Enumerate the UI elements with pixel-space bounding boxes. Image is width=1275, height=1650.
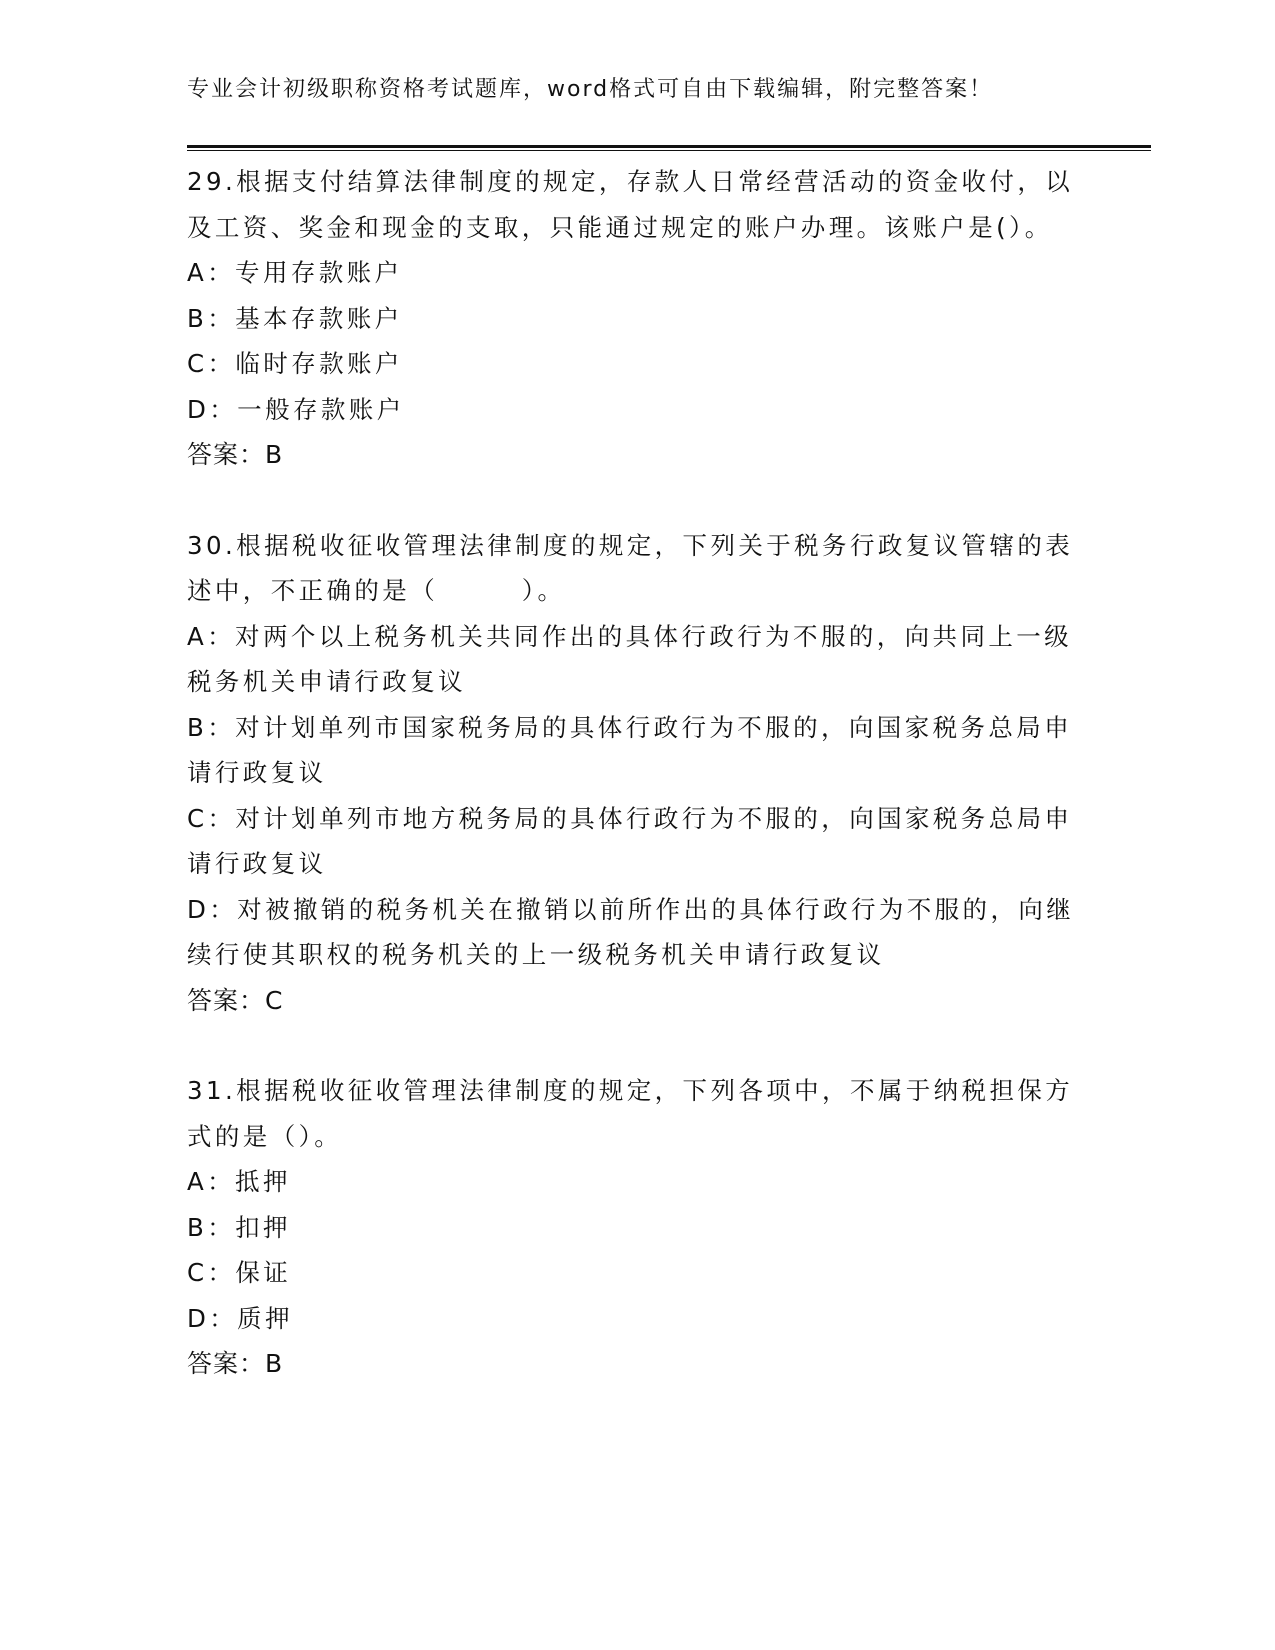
answer-label: 答案：B	[187, 440, 284, 469]
option-d: D：质押	[187, 1303, 293, 1333]
option-b: B：扣押	[187, 1212, 291, 1242]
option-c: C：临时存款账户	[187, 349, 403, 378]
option-a: A：抵押	[187, 1167, 291, 1196]
question-31	[187, 1068, 1087, 1387]
option-a: A：对两个以上税务机关共同作出的具体行政行为不服的，向共同上一级税务机关申请行政复议	[187, 621, 1073, 696]
question-stem: 31.根据税收征收管理法律制度的规定，下列各项中，不属于纳税担保方式的是（）。	[187, 1076, 1074, 1151]
header-rule-thin	[187, 150, 1151, 151]
question-29	[187, 159, 1087, 478]
option-b: B：基本存款账户	[187, 303, 403, 333]
question-stem: 30.根据税收征收管理法律制度的规定，下列关于税务行政复议管辖的表述中，不正确的是（ ）。	[187, 530, 1074, 605]
option-d: D：对被撤销的税务机关在撤销以前所作出的具体行政行为不服的，向继续行使其职权的税务机关的上一级税务机关申请行政复议	[187, 894, 1075, 969]
answer-label: 答案：C	[187, 985, 284, 1015]
option-d: D：一般存款账户	[187, 394, 405, 424]
answer-label: 答案：B	[187, 1349, 284, 1378]
header-rule-thick	[187, 145, 1151, 148]
header-text: 专业会计初级职称资格考试题库，word格式可自由下载编辑，附完整答案！	[187, 77, 994, 102]
question-stem: 29.根据支付结算法律制度的规定，存款人日常经营活动的资金收付，以及工资、奖金和现金的支取，只能通过规定的账户办理。该账户是(）。	[187, 167, 1074, 242]
option-a: A：专用存款账户	[187, 258, 403, 287]
option-b: B：对计划单列市国家税务局的具体行政行为不服的，向国家税务总局申请行政复议	[187, 712, 1073, 787]
option-c: C：保证	[187, 1258, 292, 1287]
question-30	[187, 523, 1087, 1024]
question-list	[187, 159, 1087, 1432]
option-c: C：对计划单列市地方税务局的具体行政行为不服的，向国家税务总局申请行政复议	[187, 803, 1073, 878]
